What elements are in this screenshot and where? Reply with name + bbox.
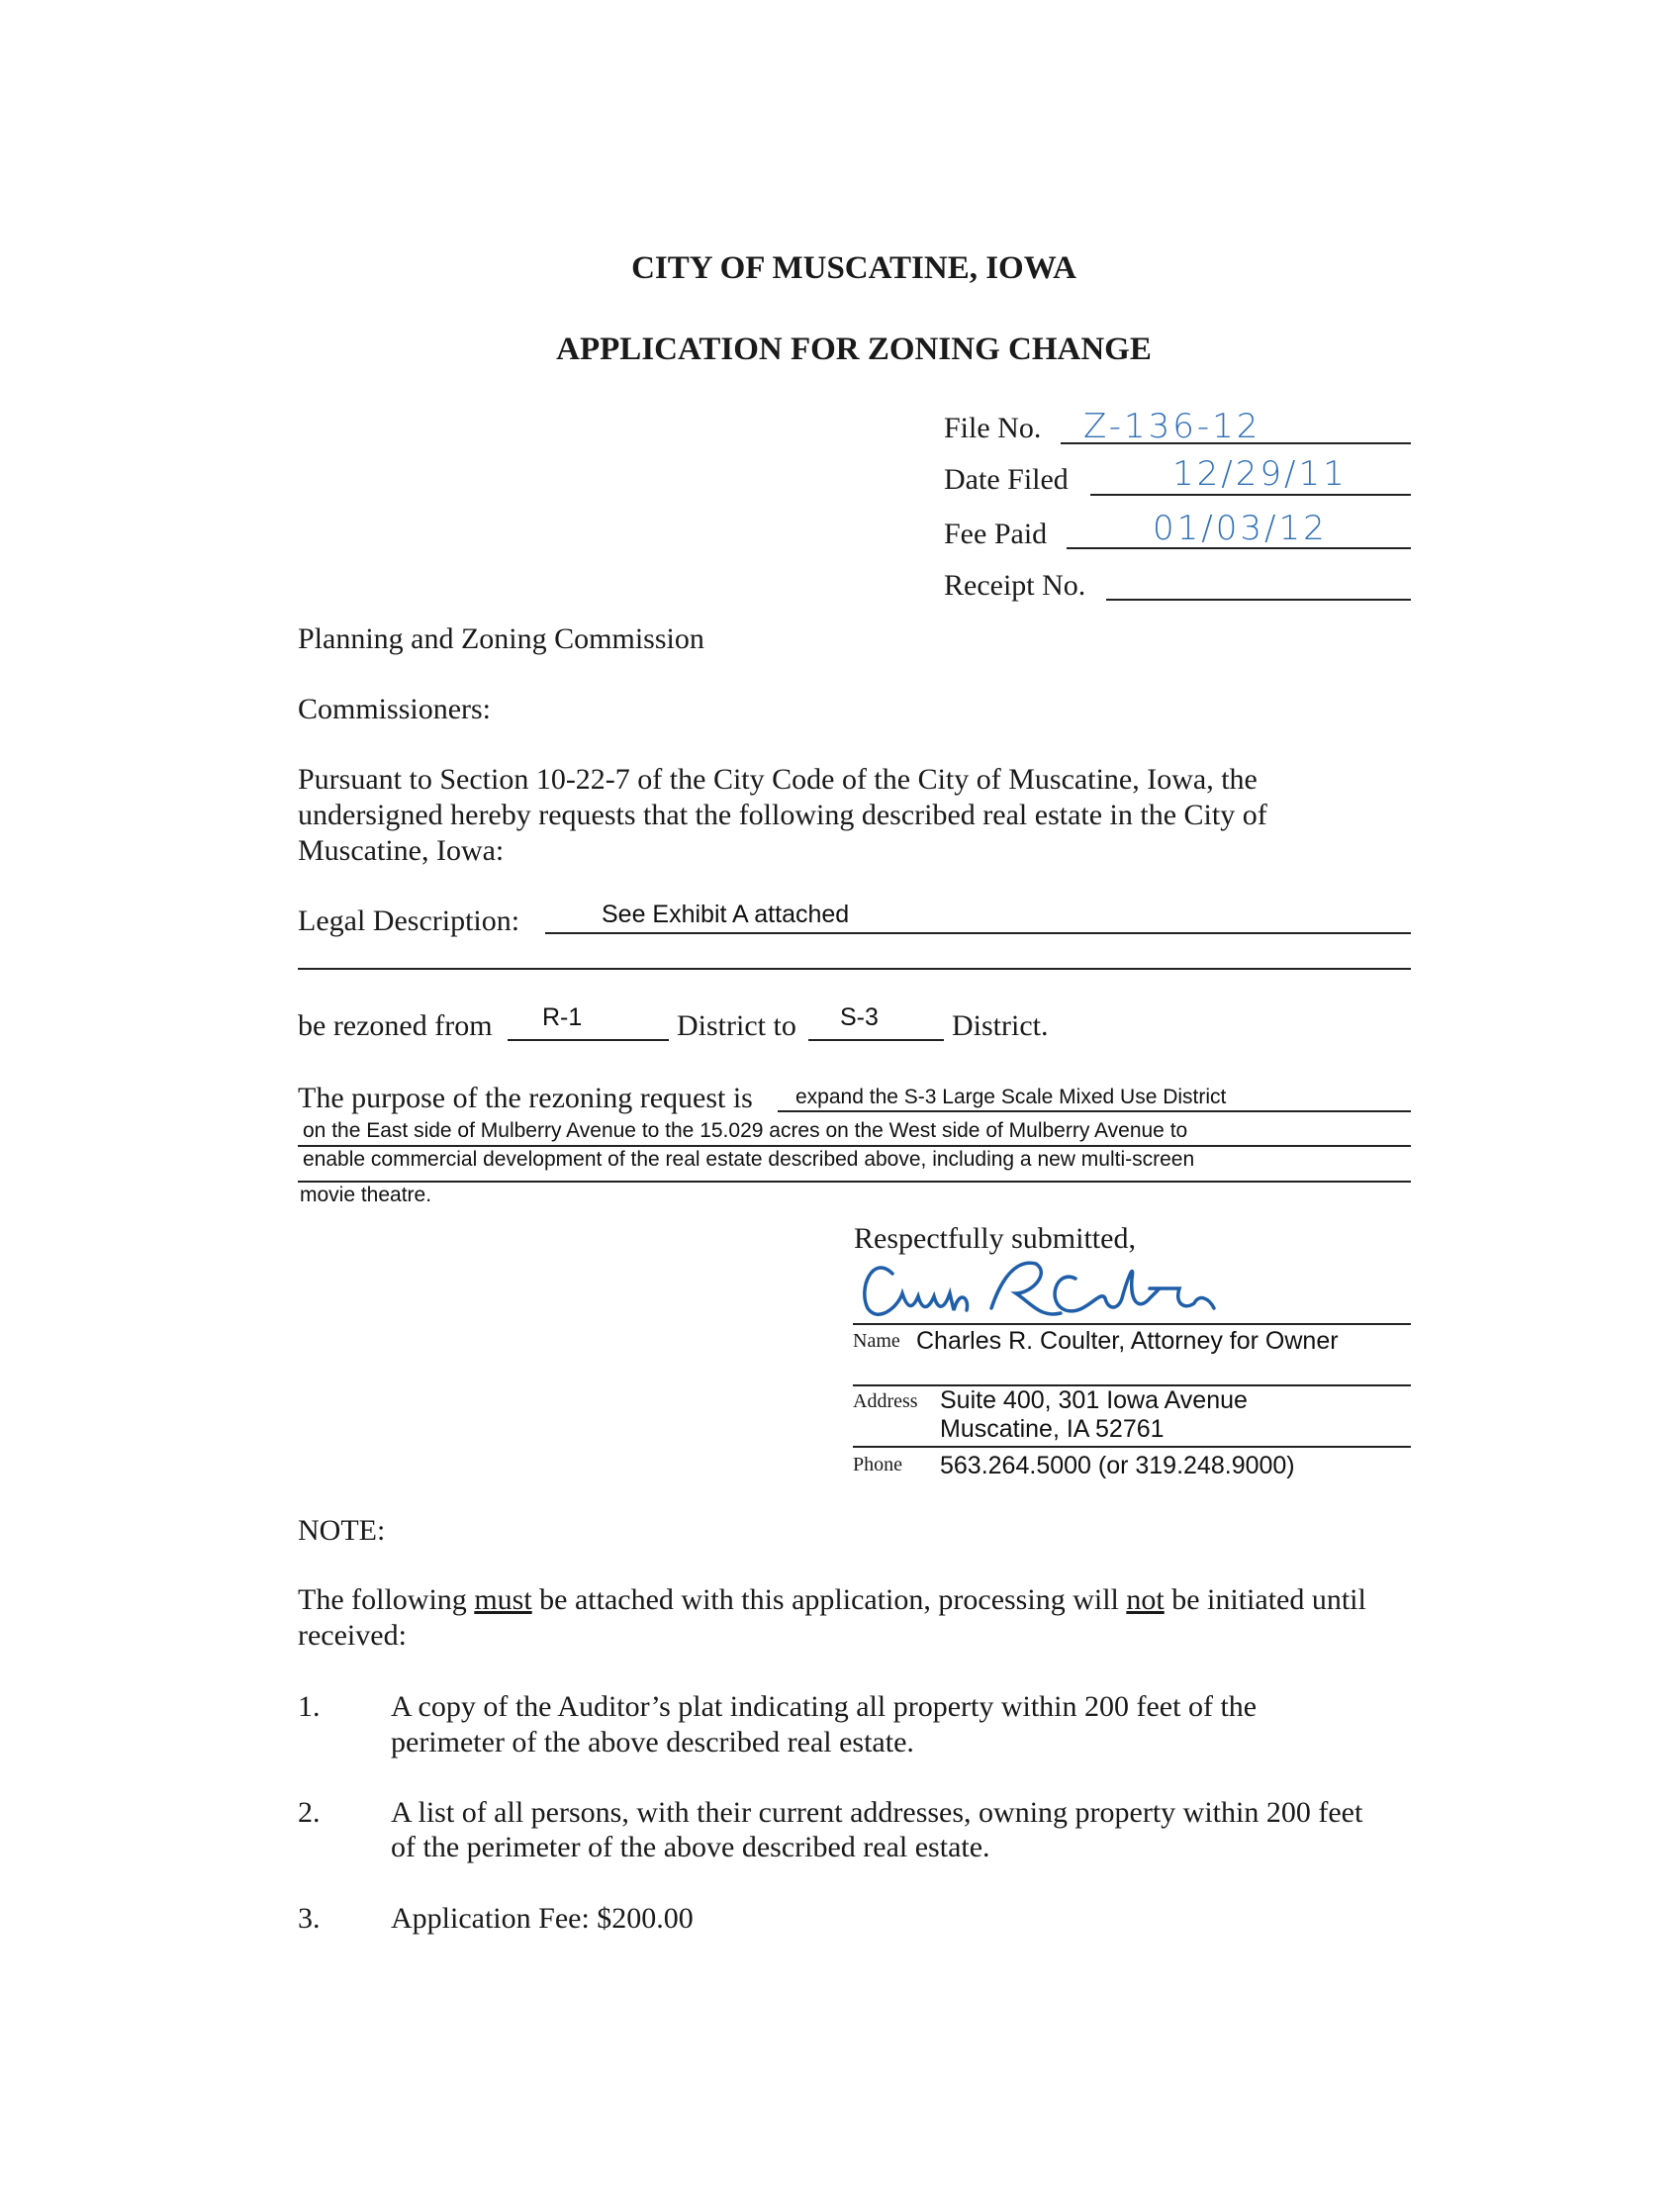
rezone-middle: District to xyxy=(677,1009,796,1042)
name-value[interactable]: Charles R. Coulter, Attorney for Owner xyxy=(916,1327,1339,1355)
addressee: Planning and Zoning Commission xyxy=(298,622,704,655)
item-text: perimeter of the above described real estate. xyxy=(391,1726,914,1758)
note-text-part: The following xyxy=(298,1583,475,1616)
legal-description-value[interactable]: See Exhibit A attached xyxy=(602,901,850,928)
item-number: 2. xyxy=(298,1796,321,1829)
legal-description-label: Legal Description: xyxy=(298,904,520,937)
date-filed-label: Date Filed xyxy=(944,463,1069,496)
file-no-value[interactable]: Z-136-12 xyxy=(1083,407,1261,446)
address-line xyxy=(853,1446,1411,1448)
rezone-suffix: District. xyxy=(952,1009,1049,1042)
phone-label: Phone xyxy=(853,1454,902,1475)
from-district-line xyxy=(508,1039,669,1041)
purpose-line xyxy=(298,1181,1411,1183)
purpose-text[interactable]: expand the S-3 Large Scale Mixed Use District xyxy=(795,1086,1227,1108)
rezone-prefix: be rezoned from xyxy=(298,1009,493,1042)
item-text: A list of all persons, with their current addresses, owning property within 200 feet xyxy=(391,1796,1363,1829)
intro-line: Muscatine, Iowa: xyxy=(298,834,505,867)
date-filed-value[interactable]: 12/29/11 xyxy=(1172,454,1348,494)
note-text xyxy=(298,1585,1366,1615)
receipt-no-label: Receipt No. xyxy=(944,569,1086,602)
item-number: 3. xyxy=(298,1902,321,1935)
address-line-2[interactable]: Muscatine, IA 52761 xyxy=(940,1415,1165,1443)
intro-line: Pursuant to Section 10-22-7 of the City Code of the City of Muscatine, Iowa, the xyxy=(298,763,1258,796)
closing: Respectfully submitted, xyxy=(854,1222,1136,1255)
form-title: APPLICATION FOR ZONING CHANGE xyxy=(556,332,1152,367)
address-line-1[interactable]: Suite 400, 301 Iowa Avenue xyxy=(940,1386,1248,1414)
to-district-line xyxy=(808,1039,944,1041)
purpose-text[interactable]: enable commercial development of the real estate described above, including a new multi-screen xyxy=(303,1148,1195,1171)
item-text: of the perimeter of the above described real estate. xyxy=(391,1831,990,1863)
address-label: Address xyxy=(853,1390,918,1412)
purpose-label: The purpose of the rezoning request is xyxy=(298,1082,753,1114)
legal-description-line-2 xyxy=(298,968,1411,970)
note-text-cont: received: xyxy=(298,1619,407,1652)
receipt-no-line[interactable] xyxy=(1106,599,1411,601)
file-no-label: File No. xyxy=(944,412,1042,444)
purpose-line xyxy=(298,1145,1411,1147)
note-text-part: be attached with this application, processing will xyxy=(531,1583,1127,1616)
signature-line xyxy=(853,1323,1411,1325)
phone-value[interactable]: 563.264.5000 (or 319.248.9000) xyxy=(940,1452,1295,1479)
item-text: A copy of the Auditor’s plat indicating all property within 200 feet of the xyxy=(391,1690,1258,1723)
date-filed-line xyxy=(1090,494,1411,496)
emphasis-not: not xyxy=(1126,1583,1165,1616)
emphasis-must: must xyxy=(474,1583,532,1616)
salutation: Commissioners: xyxy=(298,693,492,725)
name-label: Name xyxy=(853,1330,900,1352)
purpose-line xyxy=(778,1110,1411,1112)
legal-description-line xyxy=(545,932,1411,934)
fee-paid-value[interactable]: 01/03/12 xyxy=(1153,509,1328,548)
fee-paid-label: Fee Paid xyxy=(944,518,1048,550)
purpose-text[interactable]: on the East side of Mulberry Avenue to the 15.029 acres on the West side of Mulberry Avenue to xyxy=(303,1119,1188,1142)
intro-line: undersigned hereby requests that the following described real estate in the City of xyxy=(298,799,1267,831)
item-number: 1. xyxy=(298,1690,321,1723)
note-text-part: be initiated until xyxy=(1164,1583,1366,1616)
from-district-value[interactable]: R-1 xyxy=(542,1003,583,1031)
to-district-value[interactable]: S-3 xyxy=(840,1003,879,1031)
signature xyxy=(853,1249,1288,1328)
note-heading: NOTE: xyxy=(298,1514,386,1547)
city-title: CITY OF MUSCATINE, IOWA xyxy=(631,250,1076,286)
item-text: Application Fee: $200.00 xyxy=(391,1902,694,1935)
purpose-text[interactable]: movie theatre. xyxy=(300,1184,432,1206)
